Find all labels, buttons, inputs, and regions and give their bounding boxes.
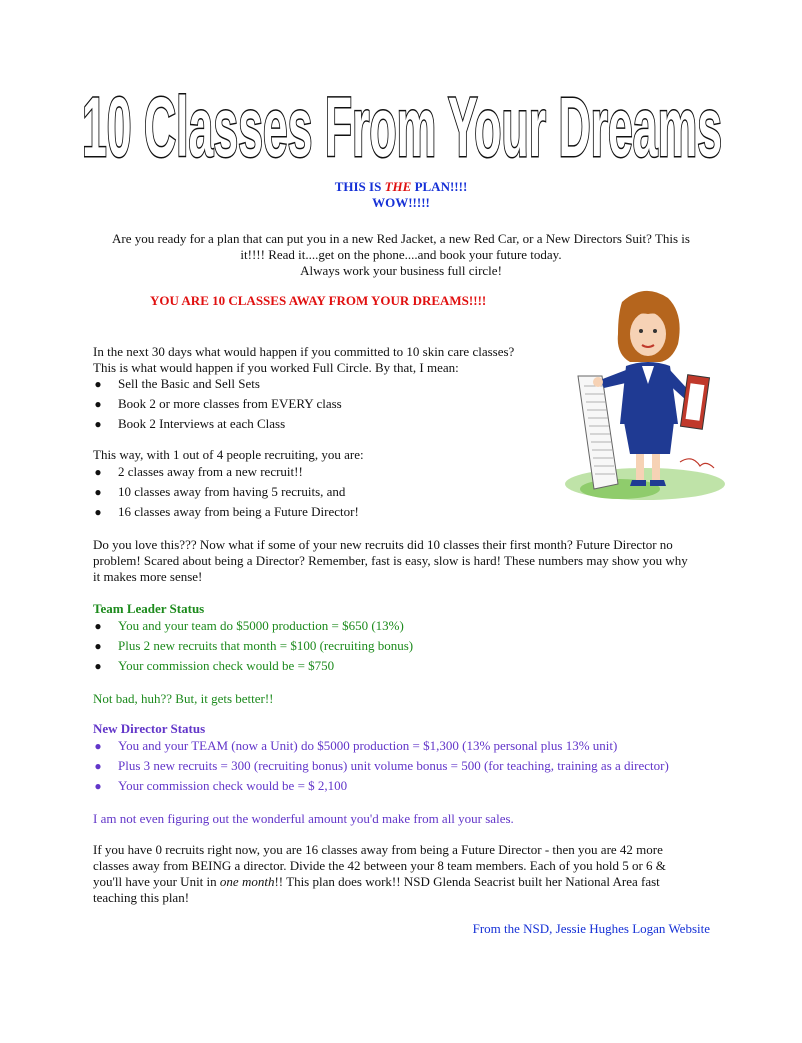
recruit-intro: This way, with 1 out of 4 people recruiting, you are: [93,447,364,462]
closing-line-4: teaching this plan! [93,890,190,905]
closing-line-3-emphasis: one month [219,874,275,889]
list-item [93,394,342,414]
list-item-text: 2 classes away from a new recruit!! [118,464,303,479]
team-leader-list [93,616,413,676]
intro-line-1: Are you ready for a plan that can put you in a new Red Jacket, a new Red Car, or a New Directors Suit? This is [112,231,690,246]
closing-line-3-pre: you'll have your Unit in [93,874,220,889]
list-item [93,502,359,522]
closing-line-3-post: !! This plan does work!! NSD Glenda Seacrist built her National Area fast [274,874,660,889]
bullet-icon: ● [94,397,102,411]
list-item-text: Your commission check would be = $750 [118,658,335,673]
bullet-icon: ● [94,779,102,793]
list-item-text: 10 classes away from having 5 recruits, and [118,484,346,499]
recruit-list [93,462,359,522]
list-item [93,462,359,482]
list-item [93,756,669,776]
bullet-icon: ● [94,377,102,391]
intro-line-3: Always work your business full circle! [300,263,502,278]
list-item [93,736,669,756]
bullet-icon: ● [94,619,102,633]
closing-line-3 [93,874,660,890]
list-item-text: You and your TEAM (now a Unit) do $5000 production = $1,300 (13% personal plus 13% unit) [118,738,618,753]
not-bad-line: Not bad, huh?? But, it gets better!! [93,691,274,706]
bullet-icon: ● [94,505,102,519]
bullet-icon: ● [94,739,102,753]
list-item-text: Your commission check would be = $ 2,100 [118,778,348,793]
question-line-2: This is what would happen if you worked Full Circle. By that, I mean: [93,360,459,375]
list-item [93,776,669,796]
bullet-icon: ● [94,417,102,431]
closing-line-1: If you have 0 recruits right now, you are 16 classes away from being a Future Director - then you are 42 more [93,842,663,857]
love-line-1: Do you love this??? Now what if some of your new recruits did 10 classes their first month? Future Director no [93,537,673,552]
team-leader-heading: Team Leader Status [93,601,205,616]
full-circle-list [93,374,342,434]
bullet-icon: ● [94,465,102,479]
list-item [93,414,342,434]
list-item-text: You and your team do $5000 production = $650 (13%) [118,618,404,633]
new-director-heading: New Director Status [93,721,206,736]
love-line-3: it makes more sense! [93,569,203,584]
list-item-text: 16 classes away from being a Future Director! [118,504,359,519]
list-item [93,636,413,656]
page-title-text: 10 Classes From Your Dreams [82,82,723,164]
list-item [93,374,342,394]
wow-line: WOW!!!!! [372,195,430,210]
bullet-icon: ● [94,659,102,673]
plan-line1-emphasis: THE [384,179,412,194]
source-credit: From the NSD, Jessie Hughes Logan Website [472,921,710,936]
list-item-text: Plus 2 new recruits that month = $100 (recruiting bonus) [118,638,414,653]
plan-line1-pre: THIS IS [334,179,385,194]
list-item [93,616,413,636]
page-title [72,82,732,164]
intro-line-2: it!!!! Read it....get on the phone....and book your future today. [240,247,562,262]
list-item-text: Book 2 Interviews at each Class [118,416,286,431]
list-item [93,656,413,676]
list-item-text: Plus 3 new recruits = 300 (recruiting bonus) unit volume bonus = 500 (for teaching, training as a director) [118,758,669,773]
list-item [93,482,359,502]
bullet-icon: ● [94,639,102,653]
headline: YOU ARE 10 CLASSES AWAY FROM YOUR DREAMS!!!! [150,293,487,308]
new-director-list [93,736,669,796]
plan-line1-post: PLAN!!!! [411,179,468,194]
question-line-1: In the next 30 days what would happen if you committed to 10 skin care classes? [93,344,515,359]
closing-line-2: classes away from BEING a director. Divide the 42 between your 8 team members. Each of you hold 5 or 6 & [93,858,666,873]
bullet-icon: ● [94,759,102,773]
love-line-2: problem! Scared about being a Director? Remember, fast is easy, slow is hard! These numbers may show you why [93,553,688,568]
not-figuring-line: I am not even figuring out the wonderful amount you'd make from all your sales. [93,811,514,826]
businesswoman-illustration [560,284,730,504]
list-item-text: Book 2 or more classes from EVERY class [118,396,342,411]
plan-heading [0,179,802,195]
list-item-text: Sell the Basic and Sell Sets [118,376,260,391]
bullet-icon: ● [94,485,102,499]
